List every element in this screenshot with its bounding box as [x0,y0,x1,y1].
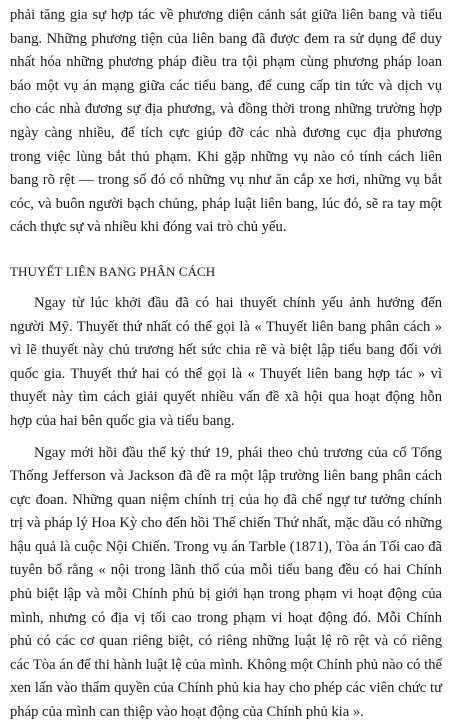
paragraph-tarble-case: Ngay mới hồi đầu thế kỷ thứ 19, phái theo chủ trương của cố Tổng Thống Jefferson và Jackson đã đề ra một lập trường liên bang phân cách cực đoan. Những quan niệm chính trị của họ đã chế ngự tư tưởng chính trị và pháp lý Hoa Kỳ cho đến hồi Thế chiến Thứ nhất, mặc dầu có những hậu quả là cuộc Nội Chiến. Trong vụ án Tarble (1871), Tòa án Tối cao đã tuyên bố rằng « nội trong lãnh thổ của mỗi tiểu bang đều có hai Chính phủ biệt lập và mỗi Chính phủ bị giới hạn trong phạm vi hoạt động của mình, nhưng có địa vị tối cao trong phạm vi hoạt động đó. Mỗi Chính phủ có các cơ quan riêng biệt, có riêng những luật lệ rõ rệt và có riêng các Tòa án để thi hành luật lệ của mình. Không một Chính phủ nào có thể xen lấn vào thẩm quyền của Chính phủ kia hay cho phép các viên chức tư pháp của mình can thiệp vào hoạt động của Chính phủ kia ». [10,444,442,721]
paragraph-two-theories: Ngay từ lúc khởi đầu đã có hai thuyết chính yếu ảnh hưởng đến người Mỹ. Thuyết thứ nhất có thể gọi là « Thuyết liên bang phân cách » vì lẽ thuyết này chủ trương hết sức chia rẽ và biệt lập tiểu bang đối với quốc gia. Thuyết thứ hai có thể gọi là « Thuyết liên bang hợp tác » vì thuyết này tìm cách giải quyết nhiều vấn đề xã hội qua hoạt động hỗn hợp của hai bên quốc gia và tiểu bang. [10,294,442,429]
document-page [10,4,442,725]
paragraph-continued: phải tăng gia sự hợp tác về phương diện cảnh sát giữa liên bang và tiểu bang. Những phương tiện của liên bang đã được đem ra sử dụng để duy nhất hóa những phương pháp điều tra tội phạm cùng phương pháp loan báo một vụ án mạng giữa các tiểu bang, để cung cấp tin tức và dịch vụ cho các nhà đương sự địa phương, và đồng thời trong những trường hợp ngày càng nhiều, để tích cực giúp đỡ các nhà đương cục địa phương trong việc lùng bắt thủ phạm. Khi gặp những vụ nào có tính cách liên bang rõ rệt — trong số đó có những vụ như ăn cắp xe hơi, những vụ bắt cóc, và buôn người bạch chủng, pháp luật liên bang, lúc đó, sẽ ra tay một cách thực sự và nhiều khi đóng vai trò chủ yếu. [10,7,442,236]
section-heading: THUYẾT LIÊN BANG PHÂN CÁCH [10,263,216,279]
